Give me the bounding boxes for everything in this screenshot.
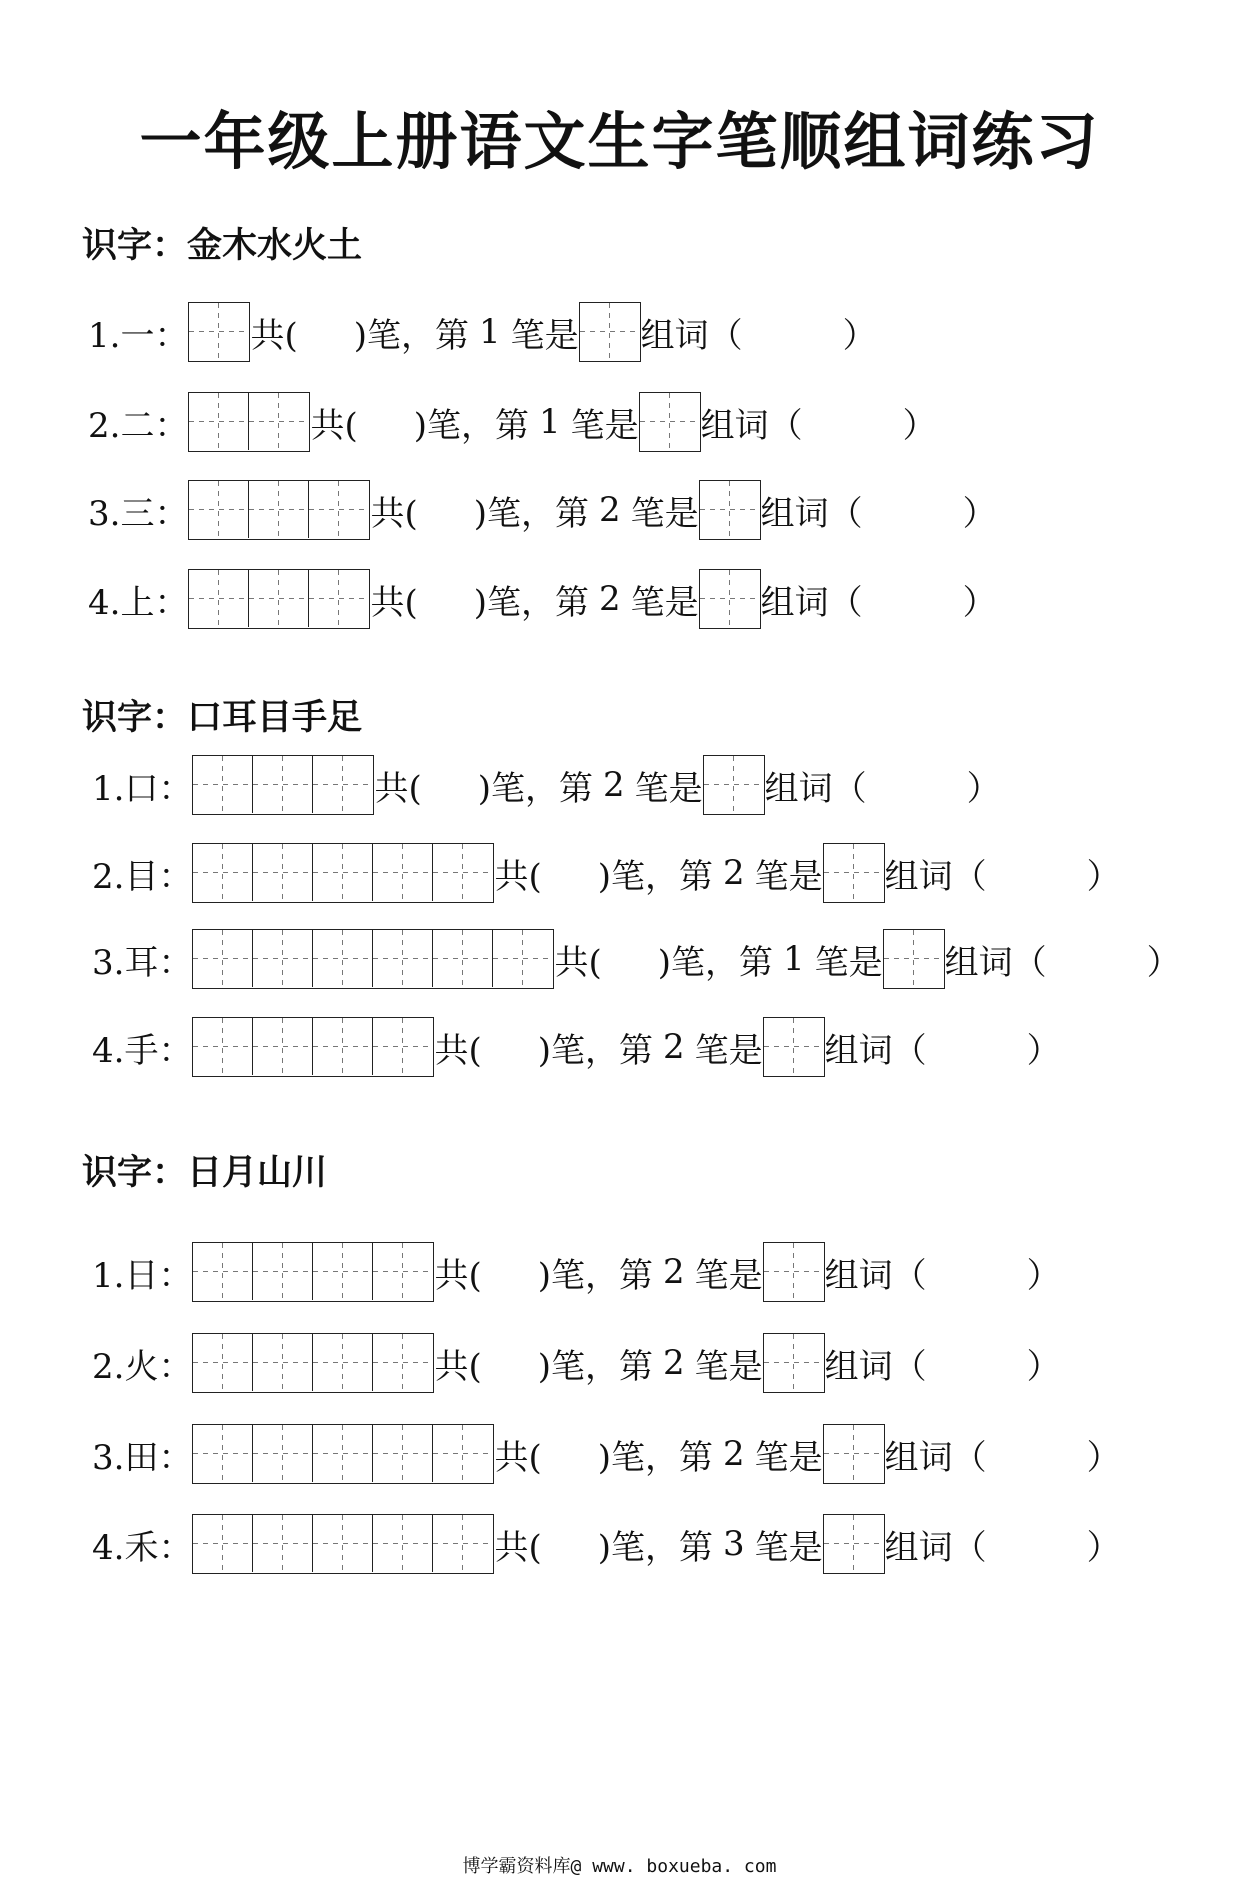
stroke-index: 2 [662,1252,685,1292]
stroke-is-label: 笔是 [754,856,823,897]
writing-cell[interactable] [253,756,313,813]
word-label: 组词（ [764,768,867,809]
writing-cell[interactable] [253,1515,313,1572]
writing-cell[interactable] [193,930,253,987]
close-paren: ） [842,315,877,356]
stroke-index: 1 [538,402,561,442]
stroke-index: 2 [598,490,621,530]
writing-cell[interactable] [373,1243,433,1300]
exercise-row [92,753,1001,817]
word-label: 组词（ [824,1030,927,1071]
writing-cell[interactable] [193,1334,253,1391]
word-label: 组词（ [884,1527,987,1568]
writing-cell[interactable] [764,1334,824,1391]
writing-cell[interactable] [824,1515,884,1572]
writing-cell[interactable] [313,1515,373,1572]
writing-cell[interactable] [313,930,373,987]
writing-cell[interactable] [189,570,249,627]
stroke-order-grid[interactable] [192,1333,434,1393]
close-paren: ） [966,768,1001,809]
close-paren: ） [1026,1030,1061,1071]
writing-cell[interactable] [193,1515,253,1572]
writing-cell[interactable] [373,1334,433,1391]
total-label: 共( [494,1437,542,1478]
stroke-label: )笔，第 [473,582,589,623]
exercise-row [92,927,1181,991]
exercise-label: 2.目： [92,856,193,897]
writing-cell[interactable] [884,930,944,987]
writing-cell[interactable] [373,930,433,987]
word-label: 组词（ [884,1437,987,1478]
total-label: 共( [370,582,418,623]
stroke-is-label: 笔是 [754,1527,823,1568]
stroke-order-grid[interactable] [192,1424,494,1484]
total-label: 共( [434,1346,482,1387]
nth-stroke-grid[interactable] [699,480,761,540]
stroke-label: )笔，第 [477,768,593,809]
stroke-order-grid[interactable] [192,843,494,903]
nth-stroke-grid[interactable] [883,929,945,989]
writing-cell[interactable] [700,481,760,538]
nth-stroke-grid[interactable] [699,569,761,629]
stroke-is-label: 笔是 [510,315,579,356]
stroke-order-grid[interactable] [192,755,374,815]
writing-cell[interactable] [764,1243,824,1300]
stroke-is-label: 笔是 [814,942,883,983]
exercise-label: 1.口： [92,768,193,809]
stroke-is-label: 笔是 [754,1437,823,1478]
writing-cell[interactable] [824,844,884,901]
total-label: 共( [434,1030,482,1071]
writing-cell[interactable] [313,1018,373,1075]
writing-cell[interactable] [189,393,249,450]
writing-cell[interactable] [249,570,309,627]
writing-cell[interactable] [193,844,253,901]
exercise-row [88,390,937,454]
page-title: 一年级上册语文生字笔顺组词练习 [139,105,1100,178]
stroke-order-grid[interactable] [188,392,310,452]
exercise-label: 3.耳： [92,942,193,983]
exercise-row [88,478,997,542]
total-label: 共( [374,768,422,809]
writing-cell[interactable] [493,930,553,987]
writing-cell[interactable] [193,756,253,813]
stroke-label: )笔，第 [353,315,469,356]
exercise-row [92,841,1121,905]
stroke-order-grid[interactable] [192,929,554,989]
exercise-label: 3.三： [88,493,189,534]
writing-cell[interactable] [313,1425,373,1482]
writing-cell[interactable] [313,1334,373,1391]
writing-cell[interactable] [433,844,493,901]
writing-cell[interactable] [373,1515,433,1572]
stroke-label: )笔，第 [657,942,773,983]
stroke-order-grid[interactable] [188,302,250,362]
nth-stroke-grid[interactable] [823,1514,885,1574]
stroke-label: )笔，第 [597,1527,713,1568]
stroke-index: 2 [662,1343,685,1383]
stroke-label: )笔，第 [413,405,529,446]
exercise-label: 4.手： [92,1030,193,1071]
writing-cell[interactable] [193,1243,253,1300]
close-paren: ） [1026,1346,1061,1387]
writing-cell[interactable] [373,1425,433,1482]
writing-cell[interactable] [433,1515,493,1572]
exercise-row [88,300,877,364]
nth-stroke-grid[interactable] [823,1424,885,1484]
exercise-label: 2.二： [88,405,189,446]
writing-cell[interactable] [193,1018,253,1075]
writing-cell[interactable] [309,570,369,627]
stroke-is-label: 笔是 [694,1030,763,1071]
writing-cell[interactable] [189,303,249,360]
writing-cell[interactable] [433,930,493,987]
total-label: 共( [250,315,298,356]
writing-cell[interactable] [253,1425,313,1482]
total-label: 共( [494,856,542,897]
writing-cell[interactable] [580,303,640,360]
writing-cell[interactable] [189,481,249,538]
writing-cell[interactable] [764,1018,824,1075]
stroke-index: 3 [722,1524,745,1564]
writing-cell[interactable] [249,481,309,538]
writing-cell[interactable] [373,844,433,901]
writing-cell[interactable] [309,481,369,538]
nth-stroke-grid[interactable] [763,1242,825,1302]
stroke-index: 1 [478,312,501,352]
word-label: 组词（ [824,1255,927,1296]
writing-cell[interactable] [253,930,313,987]
nth-stroke-grid[interactable] [579,302,641,362]
exercise-row [92,1240,1061,1304]
nth-stroke-grid[interactable] [639,392,701,452]
stroke-index: 2 [662,1027,685,1067]
close-paren: ） [1086,856,1121,897]
word-label: 组词（ [944,942,1047,983]
exercise-row [92,1422,1121,1486]
total-label: 共( [434,1255,482,1296]
stroke-index: 2 [598,579,621,619]
writing-cell[interactable] [700,570,760,627]
exercise-label: 1.日： [92,1255,193,1296]
nth-stroke-grid[interactable] [703,755,765,815]
writing-cell[interactable] [193,1425,253,1482]
writing-cell[interactable] [313,844,373,901]
close-paren: ） [962,582,997,623]
exercise-row [92,1512,1121,1576]
close-paren: ） [1026,1255,1061,1296]
section-heading-1: 识字：金木水火土 [82,226,363,266]
stroke-order-grid[interactable] [192,1242,434,1302]
writing-cell[interactable] [249,393,309,450]
total-label: 共( [370,493,418,534]
writing-cell[interactable] [313,756,373,813]
exercise-label: 4.禾： [92,1527,193,1568]
stroke-label: )笔，第 [537,1346,653,1387]
stroke-order-grid[interactable] [188,569,370,629]
exercise-row [92,1015,1061,1079]
writing-cell[interactable] [253,1334,313,1391]
stroke-index: 1 [782,939,805,979]
writing-cell[interactable] [253,1243,313,1300]
stroke-label: )笔，第 [473,493,589,534]
writing-cell[interactable] [313,1243,373,1300]
close-paren: ） [902,405,937,446]
close-paren: ） [1086,1437,1121,1478]
word-label: 组词（ [760,493,863,534]
writing-cell[interactable] [640,393,700,450]
close-paren: ） [962,493,997,534]
exercise-label: 1.一： [88,315,189,356]
section-heading-2: 识字：口耳目手足 [82,698,363,738]
nth-stroke-grid[interactable] [763,1333,825,1393]
stroke-order-grid[interactable] [192,1017,434,1077]
stroke-is-label: 笔是 [630,493,699,534]
writing-cell[interactable] [373,1018,433,1075]
stroke-label: )笔，第 [597,1437,713,1478]
writing-cell[interactable] [824,1425,884,1482]
nth-stroke-grid[interactable] [823,843,885,903]
stroke-label: )笔，第 [537,1255,653,1296]
writing-cell[interactable] [253,844,313,901]
word-label: 组词（ [824,1346,927,1387]
writing-cell[interactable] [253,1018,313,1075]
stroke-label: )笔，第 [597,856,713,897]
stroke-is-label: 笔是 [630,582,699,623]
word-label: 组词（ [760,582,863,623]
stroke-is-label: 笔是 [634,768,703,809]
section-heading-3: 识字：日月山川 [82,1153,328,1193]
exercise-label: 2.火： [92,1346,193,1387]
footer-source: 博学霸资料库@ www. boxueba. com [462,1856,777,1877]
stroke-label: )笔，第 [537,1030,653,1071]
total-label: 共( [494,1527,542,1568]
word-label: 组词（ [700,405,803,446]
total-label: 共( [310,405,358,446]
stroke-index: 2 [722,1434,745,1474]
nth-stroke-grid[interactable] [763,1017,825,1077]
close-paren: ） [1086,1527,1121,1568]
total-label: 共( [554,942,602,983]
stroke-order-grid[interactable] [188,480,370,540]
exercise-row [92,1331,1061,1395]
stroke-index: 2 [722,853,745,893]
stroke-is-label: 笔是 [570,405,639,446]
stroke-is-label: 笔是 [694,1255,763,1296]
exercise-row [88,567,997,631]
close-paren: ） [1146,942,1181,983]
stroke-order-grid[interactable] [192,1514,494,1574]
writing-cell[interactable] [433,1425,493,1482]
writing-cell[interactable] [704,756,764,813]
exercise-label: 3.田： [92,1437,193,1478]
exercise-label: 4.上： [88,582,189,623]
stroke-index: 2 [602,765,625,805]
word-label: 组词（ [884,856,987,897]
stroke-is-label: 笔是 [694,1346,763,1387]
word-label: 组词（ [640,315,743,356]
